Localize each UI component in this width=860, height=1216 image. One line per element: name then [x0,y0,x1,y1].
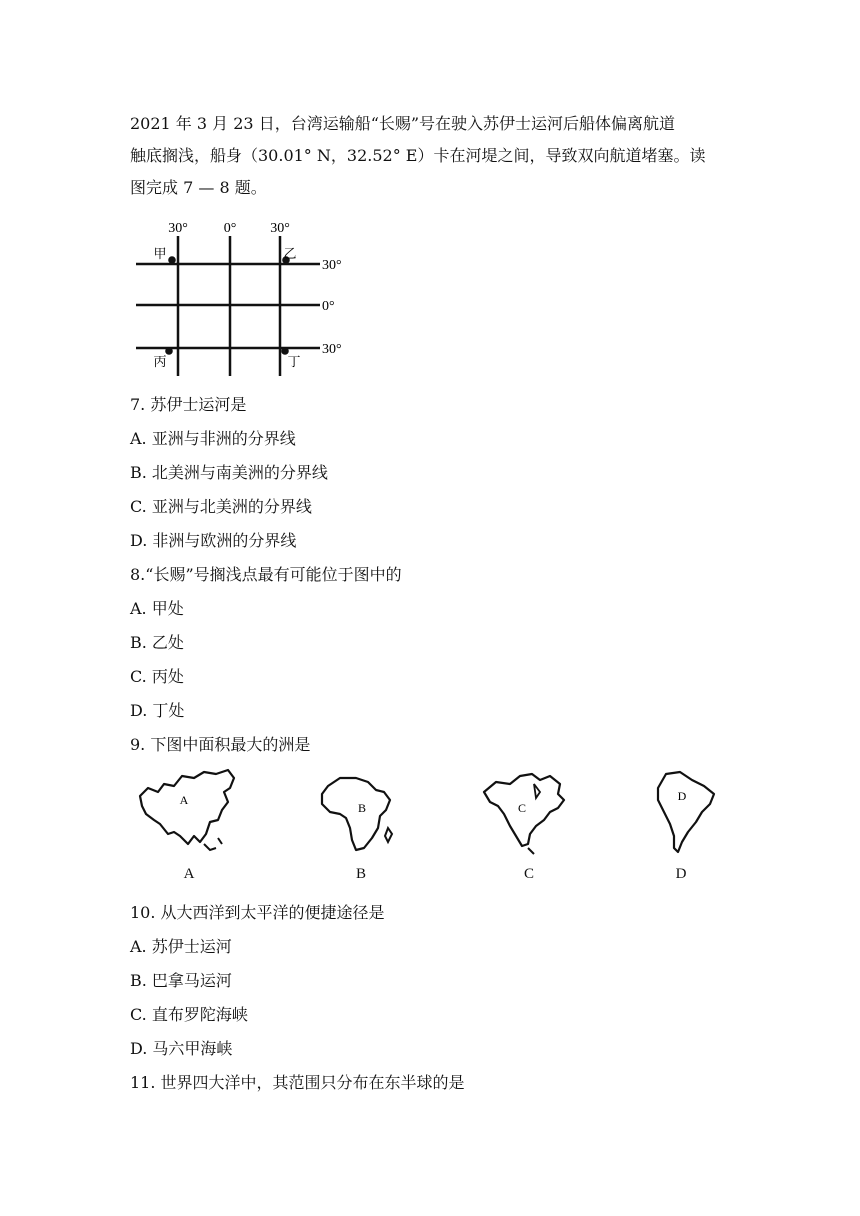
continent-inner-label-c: C [517,801,527,815]
intro-paragraph [130,108,730,204]
continent-caption-c: C [523,866,534,882]
lat-lon-grid-svg [130,214,356,378]
q8-option-c: C. 丙处 [130,667,184,686]
continent-inner-label-b: B [357,801,367,815]
africa-outline [306,762,416,862]
point-label-bing: 丙 [153,354,167,369]
intro-line-1: 2021 年 3 月 23 日，台湾运输船“长赐”号在驶入苏伊士运河后船体偏离航道 [130,114,676,133]
intro-line-2: 触底搁浅，船身（30.01° N，32.52° E）卡在河堤之间，导致双向航道堵塞。读 [130,146,706,165]
q7-option-c: C. 亚洲与北美洲的分界线 [130,497,312,516]
continent-figure-d [626,762,736,886]
q7-option-b: B. 北美洲与南美洲的分界线 [130,463,328,482]
q10-option-d: D. 马六甲海峡 [130,1039,233,1058]
continent-figure-b [306,762,416,886]
q8-stem: 8.“长赐”号搁浅点最有可能位于图中的 [130,565,402,584]
top-label-left: 30° [168,221,188,236]
lat-lon-grid-figure [130,214,356,378]
point-label-jia: 甲 [153,246,167,261]
q10-option-c: C. 直布罗陀海峡 [130,1005,248,1024]
right-label-top: 30° [322,258,342,273]
intro-line-3: 图完成 7 — 8 题。 [130,178,267,197]
continent-figure-a [134,762,244,886]
point-jia [168,256,176,264]
q7-stem: 7. 苏伊士运河是 [130,395,247,414]
continent-inner-label-a: A [179,793,189,807]
q10-option-b: B. 巴拿马运河 [130,971,232,990]
continent-figure-c [474,762,584,886]
north-america-outline [474,762,584,862]
top-label-right: 30° [270,221,290,236]
q8-option-b: B. 乙处 [130,633,184,652]
q10-stem: 10. 从大西洋到太平洋的便捷途径是 [130,903,385,922]
continent-caption-d: D [675,866,687,882]
q7-option-a: A. 亚洲与非洲的分界线 [130,429,296,448]
south-america-outline [626,762,736,862]
q7-option-d: D. 非洲与欧洲的分界线 [130,531,297,550]
top-label-center: 0° [223,221,237,236]
point-label-ding: 丁 [287,354,301,369]
continent-caption-a: A [183,866,195,882]
q8-option-d: D. 丁处 [130,701,185,720]
q11-stem: 11. 世界四大洋中，其范围只分布在东半球的是 [130,1073,465,1092]
right-label-bottom: 30° [322,342,342,357]
continent-caption-b: B [355,866,366,882]
q10-option-a: A. 苏伊士运河 [130,937,232,956]
q8-option-a: A. 甲处 [130,599,184,618]
continent-inner-label-d: D [677,789,687,803]
q9-stem: 9. 下图中面积最大的洲是 [130,735,311,754]
right-label-middle: 0° [322,299,335,314]
point-label-yi: 乙 [283,246,297,261]
eurasia-outline [134,762,244,862]
